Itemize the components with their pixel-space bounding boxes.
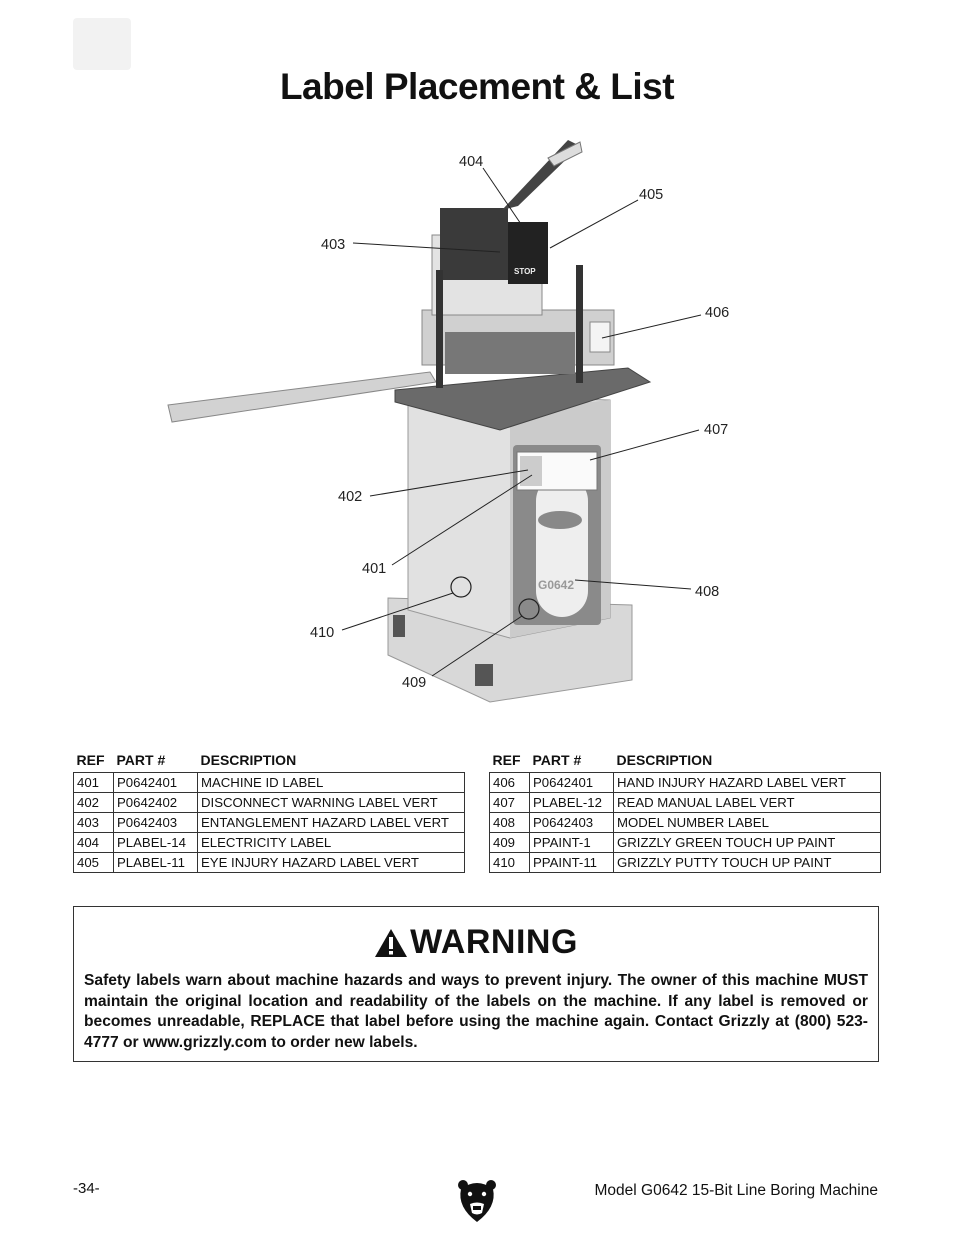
- callout-404: 404: [459, 154, 484, 170]
- part-cell: P0642402: [114, 793, 198, 813]
- description-cell: READ MANUAL LABEL VERT: [614, 793, 881, 813]
- ref-header: REF: [76, 752, 105, 768]
- description-header: DESCRIPTION: [616, 752, 713, 768]
- hold-down-right: [576, 265, 583, 383]
- table-row: [490, 853, 881, 873]
- ref-cell: 408: [490, 813, 530, 833]
- callout-407: 407: [704, 422, 729, 438]
- description-cell: MACHINE ID LABEL: [198, 773, 465, 793]
- callout-408: 408: [695, 584, 720, 600]
- part-cell: PLABEL-11: [114, 853, 198, 873]
- callout-409: 409: [402, 675, 427, 691]
- part-cell: PPAINT-1: [530, 833, 614, 853]
- part-cell: PPAINT-11: [530, 853, 614, 873]
- ref-cell: 404: [74, 833, 114, 853]
- machine-figure: [150, 140, 730, 735]
- table-row: [490, 833, 881, 853]
- warning-box: [73, 906, 879, 1062]
- table-row: [490, 813, 881, 833]
- description-cell: ELECTRICITY LABEL: [198, 833, 465, 853]
- callout-410: 410: [310, 625, 335, 641]
- description-header: DESCRIPTION: [200, 752, 297, 768]
- ref-cell: 402: [74, 793, 114, 813]
- description-cell: GRIZZLY PUTTY TOUCH UP PAINT: [614, 853, 881, 873]
- callout-401: 401: [362, 561, 387, 577]
- chapter-tab: [73, 18, 131, 70]
- table-row: [74, 793, 465, 813]
- ref-cell: 406: [490, 773, 530, 793]
- page-title: Label Placement & List: [279, 66, 675, 107]
- footer-model: Model G0642 15-Bit Line Boring Machine: [594, 1182, 878, 1199]
- hold-down-left: [436, 270, 443, 388]
- leader-406: [602, 315, 701, 338]
- parts-table-left: [73, 752, 465, 873]
- part-cell: P0642401: [114, 773, 198, 793]
- table-row: [490, 773, 881, 793]
- part-header: PART #: [532, 752, 582, 768]
- callout-403: 403: [321, 237, 346, 253]
- ref-header: REF: [492, 752, 521, 768]
- part-cell: P0642401: [530, 773, 614, 793]
- part-cell: P0642403: [530, 813, 614, 833]
- warning-text: Safety labels warn about machine hazards and ways to prevent injury. The owner of this machine MUST maintain the original location and readability of the labels on the machine. If any label is removed or becomes unreadable, REPLACE that label before using the machine again. Contact Grizzly at (800) 523-4777 or www.grizzly.com to order new labels.: [84, 972, 868, 1051]
- door-panel: [536, 475, 588, 617]
- warning-triangle-icon: [374, 928, 408, 958]
- warning-word: WARNING: [410, 923, 578, 961]
- grizzly-badge: [538, 511, 582, 529]
- description-cell: GRIZZLY GREEN TOUCH UP PAINT: [614, 833, 881, 853]
- ref-cell: 401: [74, 773, 114, 793]
- callout-402: 402: [338, 489, 363, 505]
- table-row: [74, 773, 465, 793]
- model-plate-text: G0642: [538, 578, 575, 592]
- ref-cell: 405: [74, 853, 114, 873]
- ref-cell: 403: [74, 813, 114, 833]
- table-row: [74, 853, 465, 873]
- leader-405: [550, 200, 638, 248]
- machine-illustration: [150, 140, 730, 735]
- table-row: [490, 793, 881, 813]
- table-row: [74, 833, 465, 853]
- grizzly-bear-logo-icon: [457, 1177, 497, 1223]
- spindle-bank: [445, 332, 575, 374]
- table-row: [74, 813, 465, 833]
- ref-cell: 409: [490, 833, 530, 853]
- description-cell: DISCONNECT WARNING LABEL VERT: [198, 793, 465, 813]
- ref-cell: 407: [490, 793, 530, 813]
- part-cell: PLABEL-14: [114, 833, 198, 853]
- stop-button-text: STOP: [514, 267, 536, 276]
- description-cell: MODEL NUMBER LABEL: [614, 813, 881, 833]
- parts-table-right: [489, 752, 881, 873]
- callout-405: 405: [639, 187, 664, 203]
- page-number: -34-: [73, 1180, 100, 1197]
- callout-406: 406: [705, 305, 730, 321]
- description-cell: HAND INJURY HAZARD LABEL VERT: [614, 773, 881, 793]
- warning-heading: [74, 923, 878, 962]
- part-cell: PLABEL-12: [530, 793, 614, 813]
- part-cell: P0642403: [114, 813, 198, 833]
- base-slot: [393, 615, 405, 637]
- description-cell: ENTANGLEMENT HAZARD LABEL VERT: [198, 813, 465, 833]
- description-cell: EYE INJURY HAZARD LABEL VERT: [198, 853, 465, 873]
- base-slot: [475, 664, 493, 686]
- motor: [440, 208, 508, 280]
- ref-cell: 410: [490, 853, 530, 873]
- part-header: PART #: [116, 752, 166, 768]
